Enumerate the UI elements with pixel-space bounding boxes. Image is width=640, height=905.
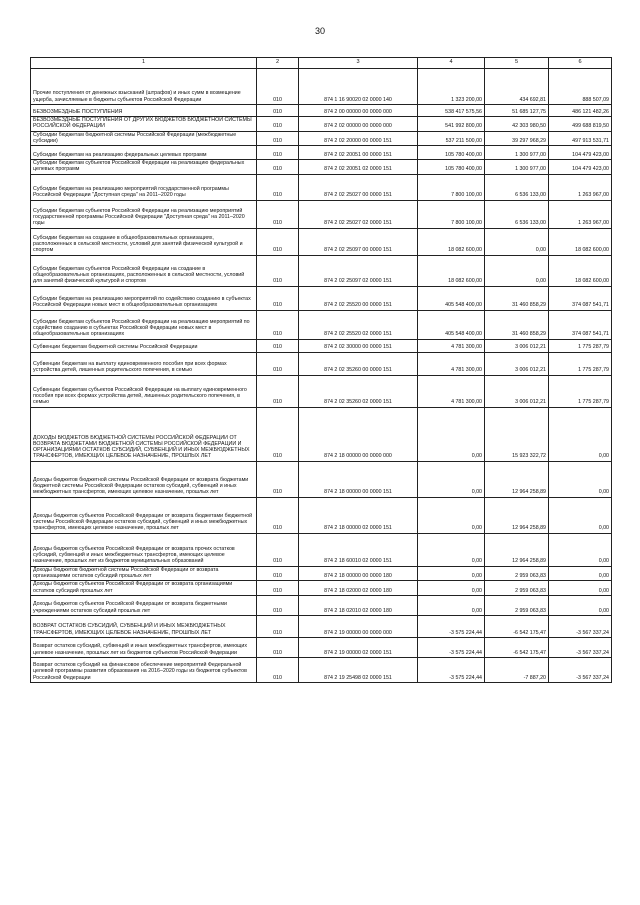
executed-amount-cell: -6 542 175,47 (485, 615, 549, 637)
approved-amount-cell: 7 800 100,00 (418, 174, 485, 200)
line-code-cell: 010 (257, 200, 299, 228)
unexecuted-amount-cell: 0,00 (549, 566, 612, 581)
income-name-cell: Возврат остатков субсидий на финансовое обеспечение мероприятий Федеральной целевой программы развития образования на 2016–2020 годы из бюджетов субъектов Российской Федерации (31, 657, 257, 682)
budget-classification-code-cell: 874 2 02 35260 02 0000 151 (299, 375, 418, 407)
budget-classification-code-cell: 874 2 02 00000 00 0000 000 (299, 117, 418, 132)
line-code-cell: 010 (257, 160, 299, 175)
column-number: 1 (31, 58, 257, 69)
executed-amount-cell: 0,00 (485, 255, 549, 286)
column-number: 5 (485, 58, 549, 69)
table-row (31, 255, 612, 286)
approved-amount-cell: -3 575 224,44 (418, 615, 485, 637)
income-name-cell: Доходы бюджетов субъектов Российской Федерации от возврата прочих остатков субсидий, субвенций и иных межбюджетных трансфертов, имеющих целевое назначение, прошлых лет из бюджетов муниципальных образований (31, 533, 257, 566)
column-number-row (31, 58, 612, 69)
table-row (31, 615, 612, 637)
table-row (31, 69, 612, 105)
line-code-cell: 010 (257, 310, 299, 339)
income-name-cell: Доходы бюджетов субъектов Российской Федерации от возврата бюджетными учреждениями остатков субсидий прошлых лет (31, 595, 257, 615)
unexecuted-amount-cell: 104 479 423,00 (549, 146, 612, 160)
approved-amount-cell: 0,00 (418, 407, 485, 461)
table-row (31, 566, 612, 581)
executed-amount-cell: 12 964 258,89 (485, 497, 549, 533)
income-name-cell: Прочие поступления от денежных взысканий (штрафов) и иных сумм в возмещение ущерба, зачисляемые в бюджеты субъектов Российской Федерации (31, 69, 257, 105)
executed-amount-cell: 12 964 258,89 (485, 461, 549, 497)
budget-classification-code-cell: 874 2 02 20000 00 0000 151 (299, 131, 418, 146)
approved-amount-cell: 0,00 (418, 461, 485, 497)
budget-classification-code-cell: 874 2 02 25097 02 0000 151 (299, 255, 418, 286)
budget-classification-code-cell: 874 2 02 25520 02 0000 151 (299, 310, 418, 339)
unexecuted-amount-cell: -3 567 337,24 (549, 637, 612, 657)
unexecuted-amount-cell: 888 507,09 (549, 69, 612, 105)
line-code-cell: 010 (257, 255, 299, 286)
line-code-cell: 010 (257, 497, 299, 533)
executed-amount-cell: 3 006 012,21 (485, 352, 549, 375)
unexecuted-amount-cell: 499 688 819,50 (549, 117, 612, 132)
line-code-cell: 010 (257, 117, 299, 132)
executed-amount-cell: 1 300 977,00 (485, 160, 549, 175)
budget-classification-code-cell: 874 2 02 25097 00 0000 151 (299, 228, 418, 255)
income-name-cell: ВОЗВРАТ ОСТАТКОВ СУБСИДИЙ, СУБВЕНЦИЙ И ИНЫХ МЕЖБЮДЖЕТНЫХ ТРАНСФЕРТОВ, ИМЕЮЩИХ ЦЕЛЕВОЕ НАЗНАЧЕНИЕ, ПРОШЛЫХ ЛЕТ (31, 615, 257, 637)
line-code-cell: 010 (257, 105, 299, 117)
executed-amount-cell: 3 006 012,21 (485, 375, 549, 407)
line-code-cell: 010 (257, 533, 299, 566)
table-row (31, 200, 612, 228)
table-row (31, 146, 612, 160)
table-row (31, 461, 612, 497)
executed-amount-cell: 434 692,81 (485, 69, 549, 105)
income-name-cell: Субсидии бюджетам на реализацию федеральных целевых программ (31, 146, 257, 160)
line-code-cell: 010 (257, 595, 299, 615)
column-number: 4 (418, 58, 485, 69)
table-row (31, 286, 612, 310)
unexecuted-amount-cell: 374 087 541,71 (549, 310, 612, 339)
line-code-cell: 010 (257, 174, 299, 200)
budget-classification-code-cell: 874 2 19 00000 02 0000 151 (299, 637, 418, 657)
income-name-cell: Субвенции бюджетам бюджетной системы Российской Федерации (31, 339, 257, 352)
line-code-cell: 010 (257, 228, 299, 255)
income-name-cell: БЕЗВОЗМЕЗДНЫЕ ПОСТУПЛЕНИЯ (31, 105, 257, 117)
approved-amount-cell: 105 780 400,00 (418, 146, 485, 160)
table-row (31, 160, 612, 175)
approved-amount-cell: 4 781 300,00 (418, 339, 485, 352)
income-name-cell: Субвенции бюджетам на выплату единовременного пособия при всех формах устройства детей, лишенных родительского попечения, в семью (31, 352, 257, 375)
unexecuted-amount-cell: -3 567 337,24 (549, 615, 612, 637)
budget-classification-code-cell: 874 2 18 00000 00 0000 180 (299, 566, 418, 581)
table-row (31, 310, 612, 339)
line-code-cell: 010 (257, 339, 299, 352)
approved-amount-cell: 405 548 400,00 (418, 310, 485, 339)
table-row (31, 581, 612, 596)
approved-amount-cell: 538 417 575,56 (418, 105, 485, 117)
budget-classification-code-cell: 874 2 02 20051 00 0000 151 (299, 146, 418, 160)
line-code-cell: 010 (257, 581, 299, 596)
line-code-cell: 010 (257, 566, 299, 581)
income-name-cell: Доходы бюджетов бюджетной системы Российской Федерации от возврата организациями остатков субсидий прошлых лет (31, 566, 257, 581)
line-code-cell: 010 (257, 461, 299, 497)
line-code-cell: 010 (257, 131, 299, 146)
income-name-cell: Субсидии бюджетам субъектов Российской Федерации на реализацию мероприятий по содействию созданию в субъектах Российской Федерации новых мест в общеобразовательных организациях (31, 310, 257, 339)
budget-execution-table (30, 57, 612, 683)
table-row (31, 117, 612, 132)
income-name-cell: Доходы бюджетов бюджетной системы Российской Федерации от возврата бюджетами бюджетной системы Российской Федерации остатков субсидий, субвенций и иных межбюджетных трансфертов, имеющих целевое назначение, прошлых лет (31, 461, 257, 497)
executed-amount-cell: 12 964 258,89 (485, 533, 549, 566)
executed-amount-cell: 0,00 (485, 228, 549, 255)
table-row (31, 228, 612, 255)
executed-amount-cell: 1 300 977,00 (485, 146, 549, 160)
approved-amount-cell: 18 082 600,00 (418, 228, 485, 255)
budget-classification-code-cell: 874 2 02 25027 02 0000 151 (299, 200, 418, 228)
line-code-cell: 010 (257, 286, 299, 310)
line-code-cell: 010 (257, 69, 299, 105)
budget-classification-code-cell: 874 2 02 25520 00 0000 151 (299, 286, 418, 310)
line-code-cell: 010 (257, 146, 299, 160)
table-row (31, 533, 612, 566)
budget-classification-code-cell: 874 2 18 02010 02 0000 180 (299, 595, 418, 615)
executed-amount-cell: 2 959 063,83 (485, 566, 549, 581)
budget-classification-code-cell: 874 2 19 00000 00 0000 000 (299, 615, 418, 637)
income-name-cell: Субсидии бюджетам на реализацию мероприятий по содействию созданию в субъектах Российской Федерации новых мест в общеобразовательных организациях (31, 286, 257, 310)
executed-amount-cell: 2 959 063,83 (485, 581, 549, 596)
executed-amount-cell: 6 536 133,00 (485, 174, 549, 200)
approved-amount-cell: 18 082 600,00 (418, 255, 485, 286)
unexecuted-amount-cell: 18 082 600,00 (549, 228, 612, 255)
income-name-cell: Субсидии бюджетам субъектов Российской Федерации на реализацию мероприятий государственной программы Российской Федерации "Доступная среда" на 2011–2020 годы (31, 200, 257, 228)
unexecuted-amount-cell: 1 775 287,79 (549, 352, 612, 375)
approved-amount-cell: -3 575 224,44 (418, 637, 485, 657)
approved-amount-cell: 0,00 (418, 595, 485, 615)
approved-amount-cell: 1 323 200,00 (418, 69, 485, 105)
column-number: 2 (257, 58, 299, 69)
unexecuted-amount-cell: 0,00 (549, 497, 612, 533)
income-name-cell: Субсидии бюджетам бюджетной системы Российской Федерации (межбюджетные субсидии) (31, 131, 257, 146)
income-name-cell: Субсидии бюджетам субъектов Российской Федерации на создание в общеобразовательных организациях, расположенных в сельской местности, условий для занятий физической культурой и спортом (31, 255, 257, 286)
budget-classification-code-cell: 874 2 18 02000 02 0000 180 (299, 581, 418, 596)
income-name-cell: Доходы бюджетов субъектов Российской Федерации от возврата бюджетами бюджетной системы Российской Федерации остатков субсидий, субвенций и иных межбюджетных трансфертов, имеющих целевое назначение, прошлых лет (31, 497, 257, 533)
table-row (31, 174, 612, 200)
executed-amount-cell: 51 685 127,75 (485, 105, 549, 117)
approved-amount-cell: 0,00 (418, 566, 485, 581)
executed-amount-cell: 31 460 858,29 (485, 286, 549, 310)
executed-amount-cell: 31 460 858,29 (485, 310, 549, 339)
approved-amount-cell: 0,00 (418, 497, 485, 533)
line-code-cell: 010 (257, 615, 299, 637)
income-name-cell: Субсидии бюджетам на создание в общеобразовательных организациях, расположенных в сельской местности, условий для занятий физической культурой и спортом (31, 228, 257, 255)
approved-amount-cell: 0,00 (418, 533, 485, 566)
unexecuted-amount-cell: 1 263 967,00 (549, 200, 612, 228)
executed-amount-cell: -7 887,20 (485, 657, 549, 682)
table-row (31, 375, 612, 407)
executed-amount-cell: 3 006 012,21 (485, 339, 549, 352)
line-code-cell: 010 (257, 657, 299, 682)
unexecuted-amount-cell: 104 479 423,00 (549, 160, 612, 175)
approved-amount-cell: 0,00 (418, 581, 485, 596)
budget-classification-code-cell: 874 2 02 30000 00 0000 151 (299, 339, 418, 352)
table-row (31, 105, 612, 117)
executed-amount-cell: 6 536 133,00 (485, 200, 549, 228)
executed-amount-cell: 42 303 980,50 (485, 117, 549, 132)
budget-classification-code-cell: 874 2 02 25027 00 0000 151 (299, 174, 418, 200)
table-row (31, 595, 612, 615)
budget-classification-code-cell: 874 1 16 90020 02 0000 140 (299, 69, 418, 105)
line-code-cell: 010 (257, 352, 299, 375)
approved-amount-cell: 405 548 400,00 (418, 286, 485, 310)
budget-classification-code-cell: 874 2 18 60010 02 0000 151 (299, 533, 418, 566)
budget-classification-code-cell: 874 2 02 35260 00 0000 151 (299, 352, 418, 375)
income-name-cell: ДОХОДЫ БЮДЖЕТОВ БЮДЖЕТНОЙ СИСТЕМЫ РОССИЙСКОЙ ФЕДЕРАЦИИ ОТ ВОЗВРАТА БЮДЖЕТАМИ БЮДЖЕТНОЙ СИСТЕМЫ РОССИЙСКОЙ ФЕДЕРАЦИИ И ОРГАНИЗАЦИЯМИ ОСТАТКОВ СУБСИДИЙ, СУБВЕНЦИЙ И ИНЫХ МЕЖБЮДЖЕТНЫХ ТРАНСФЕРТОВ, ИМЕЮЩИХ ЦЕЛЕВОЕ НАЗНАЧЕНИЕ, ПРОШЛЫХ ЛЕТ (31, 407, 257, 461)
table-row (31, 339, 612, 352)
budget-classification-code-cell: 874 2 18 00000 02 0000 151 (299, 497, 418, 533)
unexecuted-amount-cell: 18 082 600,00 (549, 255, 612, 286)
approved-amount-cell: 541 992 800,00 (418, 117, 485, 132)
approved-amount-cell: 4 781 300,00 (418, 375, 485, 407)
table-row (31, 352, 612, 375)
budget-classification-code-cell: 874 2 19 25498 02 0000 151 (299, 657, 418, 682)
budget-classification-code-cell: 874 2 18 00000 00 0000 151 (299, 461, 418, 497)
line-code-cell: 010 (257, 375, 299, 407)
approved-amount-cell: 7 800 100,00 (418, 200, 485, 228)
unexecuted-amount-cell: 497 913 531,71 (549, 131, 612, 146)
unexecuted-amount-cell: 1 775 287,79 (549, 339, 612, 352)
table-row (31, 637, 612, 657)
executed-amount-cell: 39 297 968,29 (485, 131, 549, 146)
budget-classification-code-cell: 874 2 02 20051 02 0000 151 (299, 160, 418, 175)
approved-amount-cell: 537 211 500,00 (418, 131, 485, 146)
page-number: 30 (314, 26, 325, 36)
unexecuted-amount-cell: 374 087 541,71 (549, 286, 612, 310)
income-name-cell: Субсидии бюджетам субъектов Российской Федерации на реализацию федеральных целевых программ (31, 160, 257, 175)
budget-classification-code-cell: 874 2 00 00000 00 0000 000 (299, 105, 418, 117)
table-row (31, 131, 612, 146)
budget-classification-code-cell: 874 2 18 00000 00 0000 000 (299, 407, 418, 461)
line-code-cell: 010 (257, 637, 299, 657)
income-name-cell: Субвенции бюджетам субъектов Российской Федерации на выплату единовременного пособия при всех формах устройства детей, лишенных родительского попечения, в семью (31, 375, 257, 407)
unexecuted-amount-cell: 1 263 967,00 (549, 174, 612, 200)
unexecuted-amount-cell: -3 567 337,24 (549, 657, 612, 682)
executed-amount-cell: -6 542 175,47 (485, 637, 549, 657)
unexecuted-amount-cell: 0,00 (549, 581, 612, 596)
approved-amount-cell: -3 575 224,44 (418, 657, 485, 682)
income-name-cell: БЕЗВОЗМЕЗДНЫЕ ПОСТУПЛЕНИЯ ОТ ДРУГИХ БЮДЖЕТОВ БЮДЖЕТНОЙ СИСТЕМЫ РОССИЙСКОЙ ФЕДЕРАЦИИ (31, 117, 257, 132)
table-row (31, 497, 612, 533)
executed-amount-cell: 15 923 322,72 (485, 407, 549, 461)
executed-amount-cell: 2 959 063,83 (485, 595, 549, 615)
unexecuted-amount-cell: 0,00 (549, 595, 612, 615)
column-number: 3 (299, 58, 418, 69)
approved-amount-cell: 105 780 400,00 (418, 160, 485, 175)
unexecuted-amount-cell: 486 121 482,26 (549, 105, 612, 117)
income-name-cell: Субсидии бюджетам на реализацию мероприятий государственной программы Российской Федерации "Доступная среда" на 2011–2020 годы (31, 174, 257, 200)
table-row (31, 407, 612, 461)
income-name-cell: Доходы бюджетов субъектов Российской Федерации от возврата организациями остатков субсидий прошлых лет (31, 581, 257, 596)
unexecuted-amount-cell: 0,00 (549, 461, 612, 497)
line-code-cell: 010 (257, 407, 299, 461)
column-number: 6 (549, 58, 612, 69)
income-name-cell: Возврат остатков субсидий, субвенций и иных межбюджетных трансфертов, имеющих целевое назначение, прошлых лет из бюджетов субъектов Российской Федерации (31, 637, 257, 657)
unexecuted-amount-cell: 0,00 (549, 533, 612, 566)
unexecuted-amount-cell: 1 775 287,79 (549, 375, 612, 407)
unexecuted-amount-cell: 0,00 (549, 407, 612, 461)
table-row (31, 657, 612, 682)
approved-amount-cell: 4 781 300,00 (418, 352, 485, 375)
